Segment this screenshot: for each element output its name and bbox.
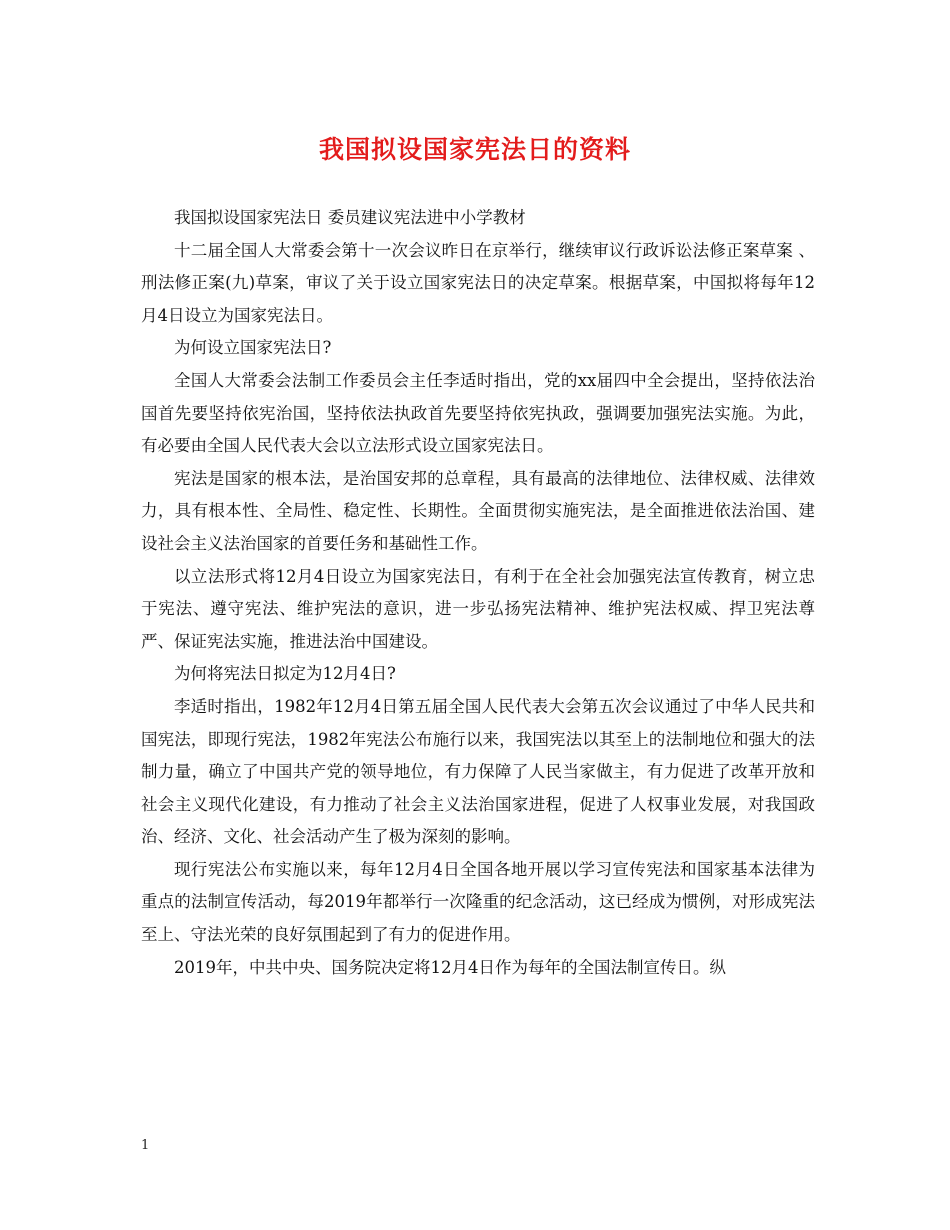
document-title: 我国拟设国家宪法日的资料: [318, 135, 631, 164]
paragraph-meeting: 十二届全国人大常委会第十一次会议昨日在京举行，继续审议行政诉讼法修正案草案 、刑法修正案(九)草案，审议了关于设立国家宪法日的决定草案。根据草案，中国拟将每年12月4日设立为国家宪法日。: [141, 240, 815, 325]
paragraph-constitution-role: 宪法是国家的根本法，是治国安邦的总章程，具有最高的法律地位、法律权威、法律效力，具有根本性、全局性、稳定性、长期性。全面贯彻实施宪法，是全面推进依法治国、建设社会主义法治国家的首要任务和基础性工作。: [141, 468, 815, 553]
paragraph-question-date: 为何将宪法日拟定为12月4日?: [174, 664, 396, 684]
document-body: [141, 202, 815, 984]
paragraph-legislation: 以立法形式将12月4日设立为国家宪法日，有利于在全社会加强宪法宣传教育，树立忠于宪法、遵守宪法、维护宪法的意识，进一步弘扬宪法精神、维护宪法权威、捍卫宪法尊严、保证宪法实施，推进法治中国建设。: [141, 566, 815, 651]
paragraph-activities: 现行宪法公布实施以来，每年12月4日全国各地开展以学习宣传宪法和国家基本法律为重点的法制宣传活动，每2019年都举行一次隆重的纪念活动，这已经成为惯例，对形成宪法至上、守法光荣的良好氛围起到了有力的促进作用。: [141, 859, 815, 945]
page-number: 1: [141, 1138, 150, 1153]
paragraph-history: 李适时指出，1982年12月4日第五届全国人民代表大会第五次会议通过了中华人民共和国宪法，即现行宪法，1982年宪法公布施行以来，我国宪法以其至上的法制地位和强大的法制力量，确立了中国共产党的领导地位，有力保障了人民当家做主，有力促进了改革开放和社会主义现代化建设，有力推动了社会主义法治国家进程，促进了人权事业发展，对我国政治、经济、文化、社会活动产生了极为深刻的影响。: [141, 696, 815, 847]
paragraph-2019: 2019年，中共中央、国务院决定将12月4日作为每年的全国法制宣传日。纵: [174, 957, 726, 977]
paragraph-subtitle: 我国拟设国家宪法日 委员建议宪法进中小学教材: [174, 208, 526, 227]
paragraph-question-why: 为何设立国家宪法日?: [174, 338, 332, 358]
paragraph-li-shishi: 全国人大常委会法制工作委员会主任李适时指出，党的xx届四中全会提出，坚持依法治国首先要坚持依宪治国，坚持依法执政首先要坚持依宪执政，强调要加强宪法实施。为此，有必要由全国人民代表大会以立法形式设立国家宪法日。: [141, 370, 815, 456]
